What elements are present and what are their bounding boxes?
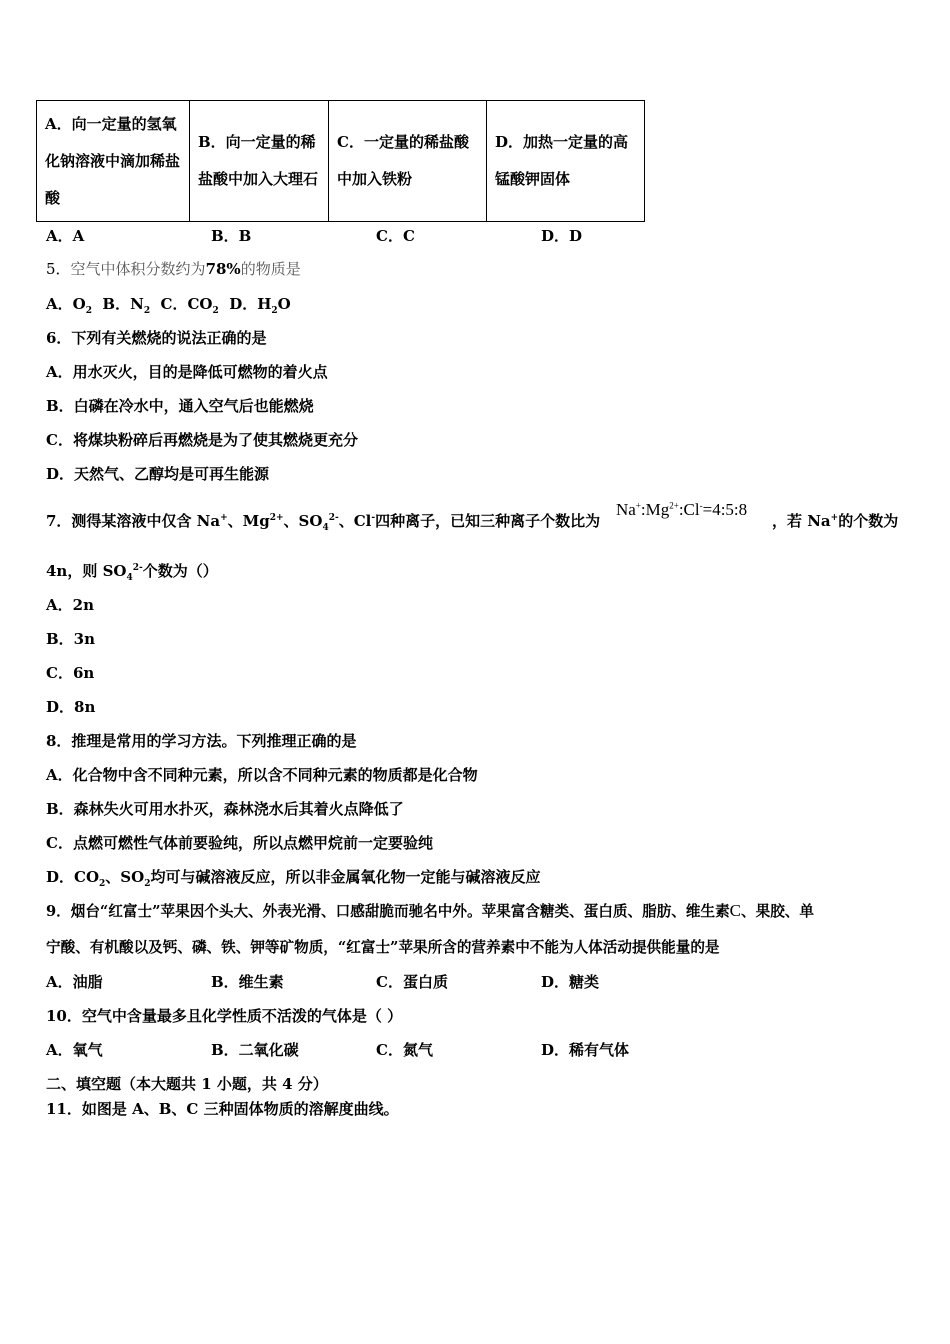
q7-option-d: D．8n [46,698,96,716]
q7-ion-ratio: $Na^+:Mg^{2+}:Cl^-=4:5:8$ [616,500,748,519]
q8-stem: 8．推理是常用的学习方法。下列推理正确的是 [46,732,357,750]
section-title: 二、填空题（本大题共 1 小题，共 4 分） [46,1075,328,1093]
q5-stem: 5．空气中体积分数约为78%的物质是 [46,260,301,278]
table-cell-c: C．一定量的稀盐酸中加入铁粉 [329,101,487,222]
q4-option-b: B．B [211,227,252,245]
q5-options: A．$O_2$ B．$N_2$ C．$CO_2$ D．$H_2O$ [46,295,291,316]
q4-option-d: D．D [541,227,583,245]
q10-option-a: A．氧气 [46,1041,103,1059]
q6-option-a: A．用水灭火，目的是降低可燃物的着火点 [46,363,328,381]
table-cell-a: A．向一定量的氢氧化钠溶液中滴加稀盐酸 [37,101,190,222]
q4-option-c: C．C [376,227,415,245]
q9-option-a: A．油脂 [46,973,103,991]
q6-option-b: B．白磷在冷水中，通入空气后也能燃烧 [46,397,314,415]
q7-stem-line1: 7．测得某溶液中仅含 Na+、$Mg^{2+}$、$SO_4^{2-}$、Cl-四种离子，已知三种离子个数比为 [46,512,601,533]
q4-option-a: A．A [46,227,85,245]
q8-option-c: C．点燃可燃性气体前要验纯，所以点燃甲烷前一定要验纯 [46,834,433,852]
q10-option-b: B．二氧化碳 [211,1041,299,1059]
q9-option-d: D．糖类 [541,973,600,991]
q6-option-c: C．将煤块粉碎后再燃烧是为了使其燃烧更充分 [46,431,358,449]
q9-option-c: C．蛋白质 [376,973,448,991]
q9-stem-line1: 9．烟台“红富士”苹果因个头大、外表光滑、口感甜脆而驰名中外。苹果富含糖类、蛋白质、脂肪、维生素C、果胶、单 [46,901,814,920]
q10-option-d: D．稀有气体 [541,1041,630,1059]
table-cell-b: B．向一定量的稀盐酸中加入大理石 [190,101,329,222]
q6-stem: 6．下列有关燃烧的说法正确的是 [46,329,267,347]
q9-stem-line2: 宁酸、有机酸以及钙、磷、铁、钾等矿物质，“红富士”苹果所含的营养素中不能为人体活动提供能量的是 [46,939,720,956]
q8-option-b: B．森林失火可用水扑灭，森林浇水后其着火点降低了 [46,800,404,818]
q10-option-c: C．氮气 [376,1041,433,1059]
q8-option-a: A．化合物中含不同种元素，所以含不同种元素的物质都是化合物 [46,766,478,784]
q7-option-b: B．3n [46,630,96,648]
q7-option-c: C．6n [46,664,95,682]
q9-option-b: B．维生素 [211,973,284,991]
q7-option-a: A．2n [46,596,94,614]
q7-stem-tail: ，若 Na+的个数为 [772,512,899,530]
q11-stem: 11．如图是 A、B、C 三种固体物质的溶解度曲线。 [46,1100,399,1118]
options-table [36,100,645,222]
q8-option-d: D．$CO_2$、$SO_2$均可与碱溶液反应，所以非金属氧化物一定能与碱溶液反应 [46,868,541,889]
q7-stem-line2: 4n，则 $SO_4^{2-}$个数为（） [46,562,218,583]
q10-stem: 10．空气中含量最多且化学性质不活泼的气体是（ ） [46,1007,403,1025]
table-cell-d: D．加热一定量的高锰酸钾固体 [487,101,645,222]
q6-option-d: D．天然气、乙醇均是可再生能源 [46,465,270,483]
